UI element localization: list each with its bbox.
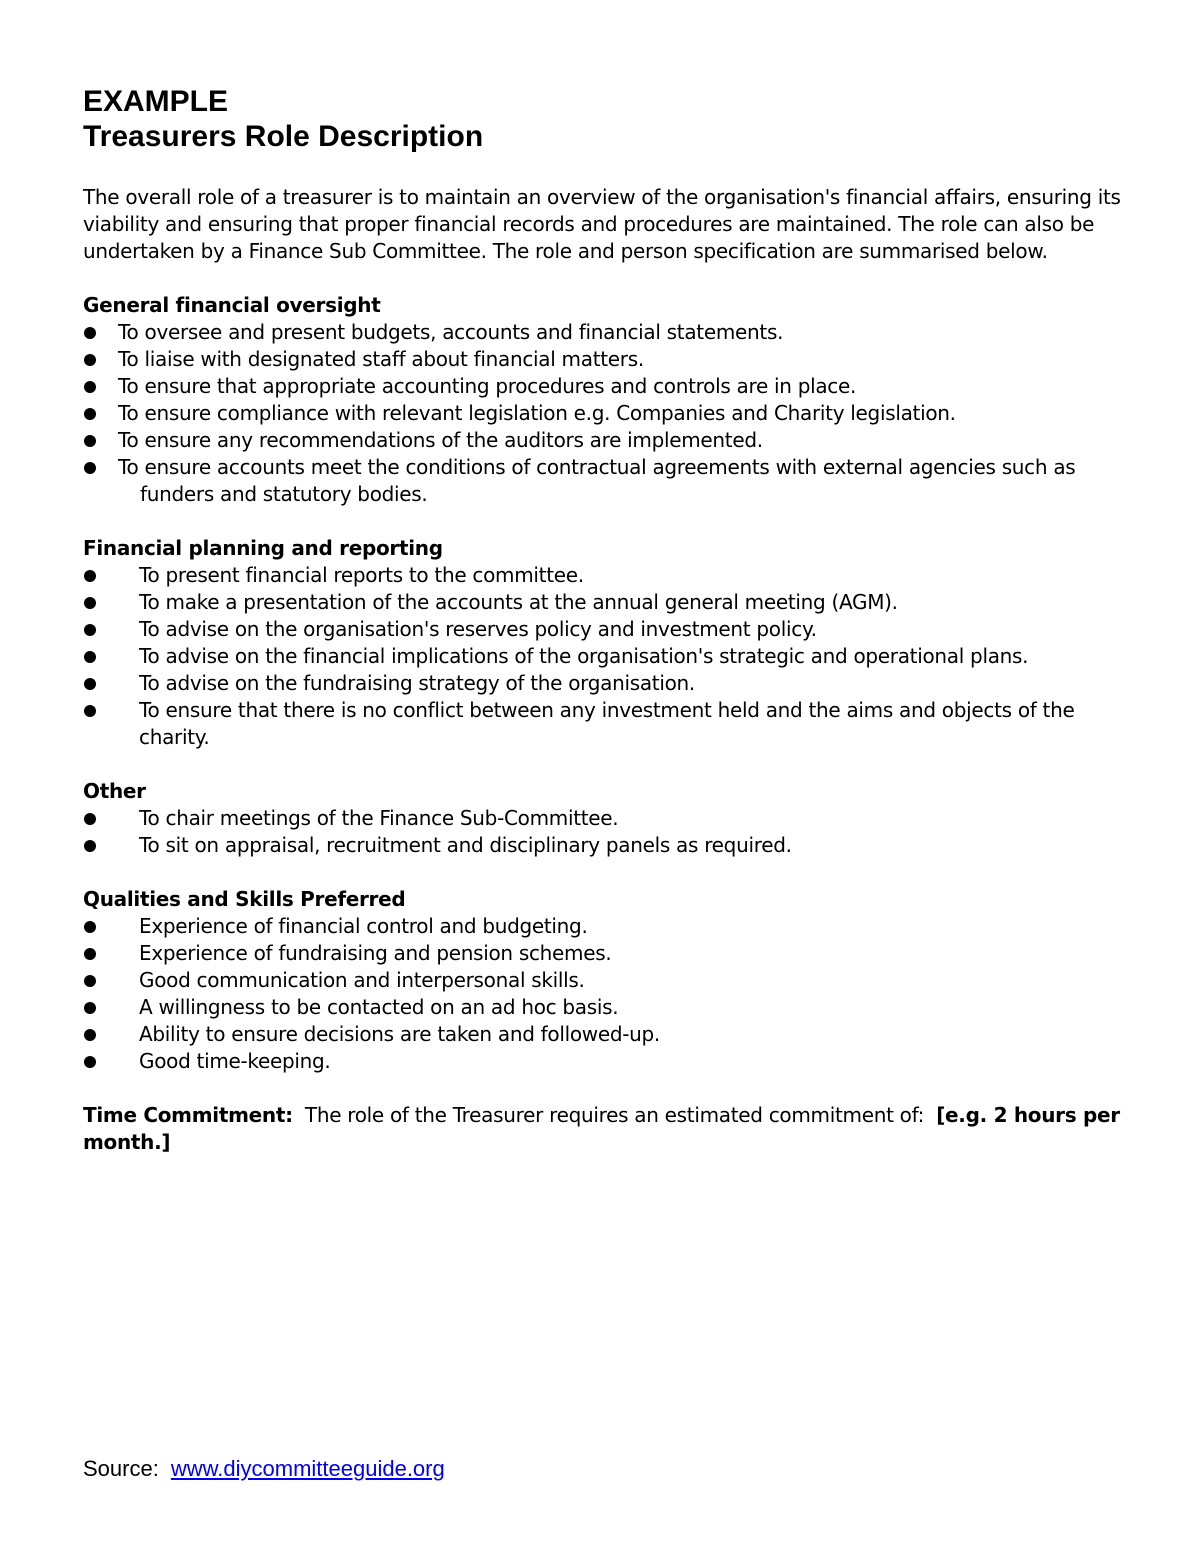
list-item: Good communication and interpersonal skills.	[83, 967, 1123, 994]
bullet-icon	[84, 354, 96, 366]
bullet-icon	[84, 597, 96, 609]
bullet-icon	[84, 948, 96, 960]
list-item: To present financial reports to the committee.	[83, 562, 1123, 589]
bullet-icon	[84, 327, 96, 339]
bullet-list	[83, 805, 1123, 859]
list-item: To liaise with designated staff about financial matters.	[83, 346, 1123, 373]
bullet-icon	[84, 1056, 96, 1068]
section-heading: Financial planning and reporting	[83, 536, 443, 560]
section-heading: Other	[83, 779, 146, 803]
bullet-icon	[84, 462, 96, 474]
source-line	[83, 1454, 445, 1484]
document-title: Treasurers Role Description	[83, 120, 484, 153]
list-item: To advise on the organisation's reserves policy and investment policy.	[83, 616, 1123, 643]
time-commitment-value: [e.g. 2 hours per month.]	[83, 1103, 1120, 1154]
source-label: Source:	[83, 1456, 159, 1481]
section-financial-planning	[83, 535, 1123, 751]
list-item: To sit on appraisal, recruitment and disciplinary panels as required.	[83, 832, 1123, 859]
bullet-icon	[84, 435, 96, 447]
bullet-icon	[84, 678, 96, 690]
document-page	[83, 84, 1123, 1176]
list-item: To advise on the financial implications of the organisation's strategic and operational plans.	[83, 643, 1123, 670]
list-item: To ensure accounts meet the conditions of contractual agreements with external agencies such as funders and statutory bodies.	[83, 454, 1123, 508]
bullet-icon	[84, 1002, 96, 1014]
bullet-icon	[84, 813, 96, 825]
list-item: A willingness to be contacted on an ad hoc basis.	[83, 994, 1123, 1021]
list-item: To ensure that there is no conflict between any investment held and the aims and objects of the charity.	[83, 697, 1123, 751]
section-other	[83, 778, 1123, 859]
bullet-icon	[84, 651, 96, 663]
list-item: To ensure any recommendations of the auditors are implemented.	[83, 427, 1123, 454]
bullet-list	[83, 562, 1123, 751]
bullet-list	[83, 319, 1123, 508]
list-item: To advise on the fundraising strategy of the organisation.	[83, 670, 1123, 697]
section-heading: Qualities and Skills Preferred	[83, 887, 406, 911]
list-item: Ability to ensure decisions are taken and followed-up.	[83, 1021, 1123, 1048]
intro-paragraph: The overall role of a treasurer is to maintain an overview of the organisation's financial affairs, ensuring its viability and ensuring that proper financial records and procedures are maintained. The role can also be undertaken by a Finance Sub Committee. The role and person specification are summarised below.	[83, 185, 1121, 263]
bullet-icon	[84, 840, 96, 852]
list-item: Good time-keeping.	[83, 1048, 1123, 1075]
list-item: Experience of financial control and budgeting.	[83, 913, 1123, 940]
list-item: To oversee and present budgets, accounts and financial statements.	[83, 319, 1123, 346]
list-item: To ensure compliance with relevant legislation e.g. Companies and Charity legislation.	[83, 400, 1123, 427]
bullet-icon	[84, 624, 96, 636]
time-commitment-label: Time Commitment:	[83, 1103, 293, 1127]
source-link[interactable]: www.diycommitteeguide.org	[170, 1456, 445, 1481]
bullet-icon	[84, 705, 96, 717]
section-heading: General financial oversight	[83, 293, 381, 317]
bullet-icon	[84, 1029, 96, 1041]
time-commitment	[83, 1102, 1123, 1156]
document-label: EXAMPLE	[83, 85, 229, 118]
list-item: To chair meetings of the Finance Sub-Committee.	[83, 805, 1123, 832]
list-item: Experience of fundraising and pension schemes.	[83, 940, 1123, 967]
list-item: To make a presentation of the accounts at the annual general meeting (AGM).	[83, 589, 1123, 616]
bullet-icon	[84, 408, 96, 420]
bullet-icon	[84, 975, 96, 987]
section-general-oversight	[83, 292, 1123, 508]
time-commitment-text: The role of the Treasurer requires an estimated commitment of:	[292, 1103, 937, 1127]
bullet-icon	[84, 570, 96, 582]
bullet-list	[83, 913, 1123, 1075]
bullet-icon	[84, 921, 96, 933]
bullet-icon	[84, 381, 96, 393]
list-item: To ensure that appropriate accounting procedures and controls are in place.	[83, 373, 1123, 400]
section-qualities-skills	[83, 886, 1123, 1075]
